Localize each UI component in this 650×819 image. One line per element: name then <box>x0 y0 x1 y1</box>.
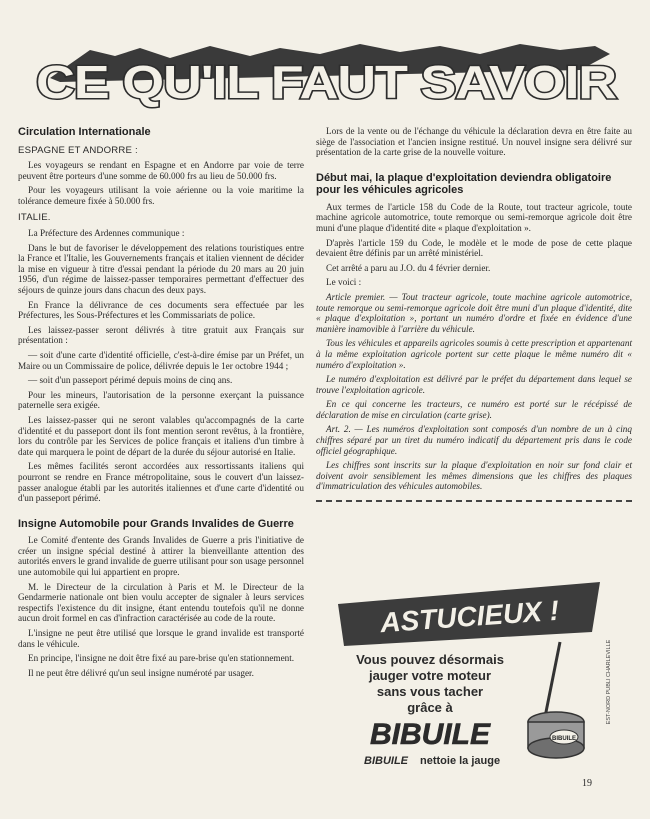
paragraph: Tous les véhicules et appareils agricoles soumis à cette prescription et appartenant à la même exploitation agricole portent sur cette plaque le même numéro dit « numéro d'exploitation ». <box>316 338 632 370</box>
paragraph: D'après l'article 159 du Code, le modèle et le mode de pose de cette plaque devaient être définis par un arrêté ministériel. <box>316 237 632 259</box>
paragraph: En principe, l'insigne ne doit être fixé au pare-brise qu'en stationnement. <box>28 653 295 664</box>
subheading-italie: ITALIE. <box>18 212 51 224</box>
paragraph: — soit d'une carte d'identité officielle, c'est-à-dire émise par un Préfet, un Maire ou un Commissaire de police, délivrée depuis le 1er octobre 1944 ; <box>18 350 304 371</box>
paragraph: Les chiffres sont inscrits sur la plaque d'exploitation en noir sur fond clair et doivent avoir sensiblement les mêmes dimensions que les chiffres des plaques d'immatriculation des véhicules automobiles. <box>316 460 632 492</box>
can-label: BIBUILE <box>552 736 576 742</box>
ad-line-1: Vous pouvez désormais <box>356 652 504 667</box>
paragraph: Article premier. — Tout tracteur agricole, toute machine agricole automotrice, toute remorque ou semi-remorque agricole doit être muni d'un plaque d'identité, dite « plaque d'exploitation », portant un numéro d'ordre et fixée en évidence d'une manière inamovible à l'arrière du véhicule. <box>316 291 632 334</box>
paragraph: Aux termes de l'article 158 du Code de la Route, tout tracteur agricole, toute machine agricole automotrice, toute remorque ou semi-remorque agricole doit être muni d'une plaque d'identité dite « plaque d'exploitation ». <box>316 201 632 233</box>
paragraph: Les mêmes facilités seront accordées aux ressortissants italiens qui pourront se rendre en France métropolitaine, sous le couvert d'un laissez-passer analogue établi par les autorités italiennes et d'une carte d'identité ou d'un passeport périmé. <box>18 461 304 504</box>
paragraph: Les voyageurs se rendant en Espagne et en Andorre par voie de terre peuvent être porteurs d'une somme de 60.000 frs au lieu de 50.000 frs. <box>18 160 304 181</box>
paragraph: Le Comité d'entente des Grands Invalides de Guerre a pris l'initiative de créer un insigne spécial destiné à attirer la bienveillante attention des autorités envers le grand invalide de guerre utilisant pour son usage personnel une automobile qui lui appartient en propre. <box>18 535 305 577</box>
right-column <box>316 126 632 510</box>
paragraph: Il ne peut être délivré qu'un seul insigne numéroté par usager. <box>28 667 254 678</box>
ad-headline: ASTUCIEUX ! <box>379 594 560 639</box>
ad-tagline: nettoie la jauge <box>420 755 501 767</box>
section-title-insigne: Insigne Automobile pour Grands Invalides de Guerre <box>18 517 294 530</box>
ad-line-4: grâce à <box>407 700 453 715</box>
paragraph: — soit d'un passeport périmé depuis moins de cinq ans. <box>28 375 233 386</box>
paragraph: Le numéro d'exploitation est délivré par le préfet du département dans lequel se trouve l'exploitation agricole. <box>316 374 632 395</box>
paragraph: En ce qui concerne les tracteurs, ce numéro est porté sur le récépissé de déclaration de mise en circulation (carte grise). <box>316 399 632 420</box>
paragraph: Pour les mineurs, l'autorisation de la personne exerçant la puissance paternelle sera exigée. <box>18 389 304 411</box>
paragraph: La Préfecture des Ardennes communique : <box>28 228 185 239</box>
page-number: 19 <box>582 778 592 789</box>
section-title-plaque: Début mai, la plaque d'exploitation deviendra obligatoire pour les véhicules agricoles <box>316 171 612 197</box>
ad-brand: BIBUILE <box>370 718 490 751</box>
left-column <box>18 126 304 682</box>
subheading-espagne: ESPAGNE ET ANDORRE : <box>18 144 138 156</box>
ad-line-2: jauger votre moteur <box>368 668 492 683</box>
paragraph: Lors de la vente ou de l'échange du véhicule la déclaration devra en être faite au siège de l'association et l'ancien insigne restitué. Un nouvel insigne sera délivré sur présentation de la carte grise de la nouvelle voiture. <box>316 126 632 158</box>
paragraph: Cet arrêté a paru au J.O. du 4 février dernier. <box>326 262 491 273</box>
oil-can-icon <box>528 642 584 758</box>
paragraph: Pour les voyageurs utilisant la voie aérienne ou la voie maritime la tolérance demeure fixée à 50.000 frs. <box>18 185 304 206</box>
banner-title: CE QU'IL FAUT SAVOIR <box>36 56 617 108</box>
paragraph: Le voici : <box>326 277 362 288</box>
paragraph: En France la délivrance de ces documents sera effectuée par les Préfectures, les Sous-Préfectures et les Commissariats de police. <box>18 299 304 321</box>
dashed-divider <box>316 500 632 502</box>
ad-tagline-brand: BIBUILE <box>364 755 408 767</box>
paragraph: Les laissez-passer seront délivrés à titre gratuit aux Français sur présentation : <box>18 324 304 346</box>
ad-line-3: sans vous tacher <box>376 684 484 699</box>
paragraph: L'insigne ne peut être utilisé que lorsque le grand invalide est transporté dans le véhicule. <box>18 627 304 649</box>
bibuile-advertisement <box>330 582 620 772</box>
paragraph: Art. 2. — Les numéros d'exploitation sont composés d'un nombre de un à cinq chiffres séparé par un tiret du numéro indicatif du département pris dans le code officiel géographique. <box>316 424 632 456</box>
paragraph: M. le Directeur de la circulation à Paris et M. le Directeur de la Gendarmerie nationale ont bien voulu accepter de signaler à leurs services respectifs l'existence du dit insigne, étant entendu toutefois qu'il ne donne aucun droit formel en cas d'infraction caractérisée au code de la route. <box>18 581 304 624</box>
ad-credit: EST-NORD PUBLI CHARLEVILLE <box>606 639 612 725</box>
paragraph: Dans le but de favoriser le développement des relations touristiques entre la France et l'Italie, les Gouvernements français et italien viennent de décider la mise en vigueur à titre d'essai pendant la période du 20 mars au 20 juin 1956, d'un régime de laissez-passer temporaires permettant d'effectuer des séjours de quinze jours dans chacun des deux pays. <box>18 242 304 296</box>
header-banner <box>20 40 632 110</box>
section-title-circulation: Circulation Internationale <box>18 126 151 138</box>
paragraph: Les laissez-passer qui ne seront valables qu'accompagnés de la carte d'identité et du passeport dont ils font mention seront revêtus, à la frontière, lors du contrôle par les Services de police français et italiens d'un timbre à date qui marquera le point de départ de la durée du séjour autorisé en Italie. <box>18 414 304 457</box>
